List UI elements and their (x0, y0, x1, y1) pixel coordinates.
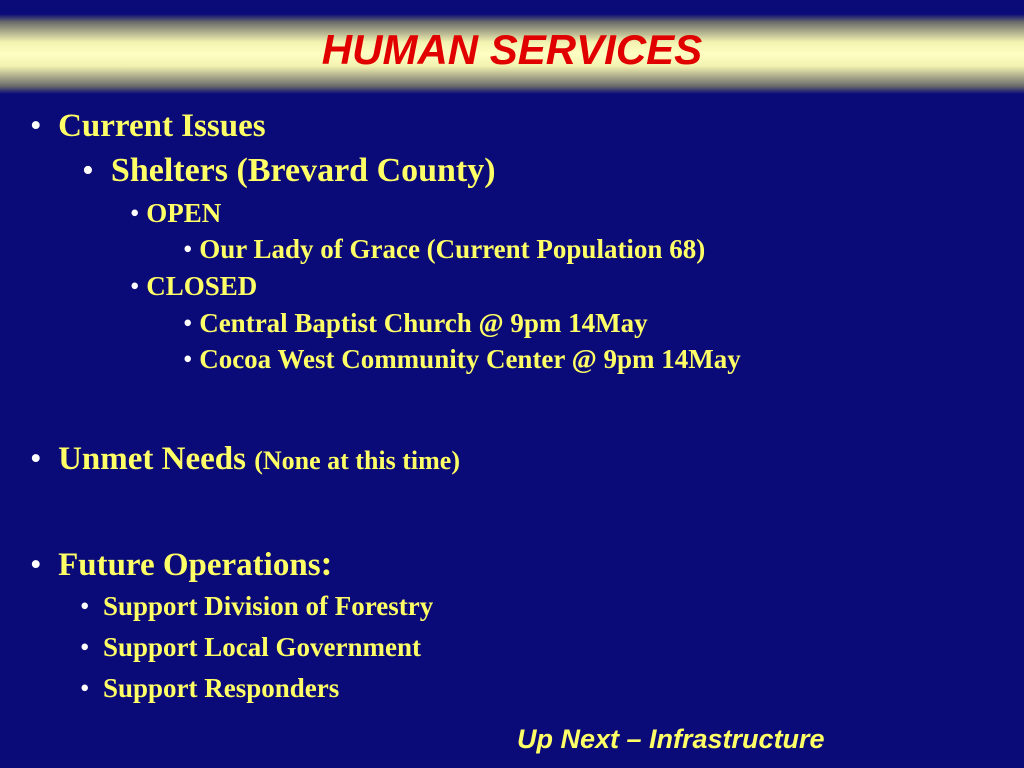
open-label: OPEN (146, 198, 222, 228)
future-item-text: Support Division of Forestry (102, 591, 434, 621)
closed-label: CLOSED (146, 271, 258, 301)
bullet-glyph: • (130, 271, 140, 301)
future-item-text: Support Responders (102, 673, 340, 703)
slide-title: HUMAN SERVICES (321, 26, 703, 73)
footer-next-up: Up Next – Infrastructure (517, 724, 825, 754)
list-item (80, 591, 433, 622)
bullet-closed (130, 271, 257, 302)
bullet-glyph: • (30, 441, 42, 477)
bullet-glyph: • (130, 198, 140, 228)
list-item (183, 308, 648, 339)
bullet-shelters (82, 152, 496, 190)
closed-item-text: Central Baptist Church @ 9pm 14May (199, 308, 648, 338)
bullet-open (130, 198, 221, 229)
bullet-future-operations (30, 542, 333, 584)
bullet-glyph: • (183, 344, 193, 374)
bullet-glyph: • (30, 108, 42, 144)
future-operations-label: Future Operations (58, 547, 321, 583)
bullet-unmet-needs (30, 441, 460, 478)
list-item (80, 673, 339, 704)
list-item (183, 344, 741, 375)
bullet-glyph: • (80, 632, 90, 662)
current-issues-label: Current Issues (58, 108, 266, 144)
bullet-glyph: • (183, 234, 193, 264)
closed-item-text: Cocoa West Community Center @ 9pm 14May (199, 344, 741, 374)
unmet-needs-note: (None at this time) (254, 446, 460, 475)
bullet-glyph: • (82, 152, 94, 189)
list-item (80, 632, 421, 663)
open-item-text: Our Lady of Grace (Current Population 68) (199, 234, 706, 264)
bullet-glyph: • (30, 547, 42, 583)
list-item (183, 234, 705, 265)
future-item-text: Support Local Government (102, 632, 421, 662)
bullet-glyph: • (80, 591, 90, 621)
future-operations-colon: : (320, 543, 333, 583)
bullet-glyph: • (80, 673, 90, 703)
bullet-glyph: • (183, 308, 193, 338)
unmet-needs-label: Unmet Needs (58, 441, 246, 477)
bullet-current-issues (30, 108, 266, 145)
shelters-label: Shelters (Brevard County) (110, 152, 496, 189)
